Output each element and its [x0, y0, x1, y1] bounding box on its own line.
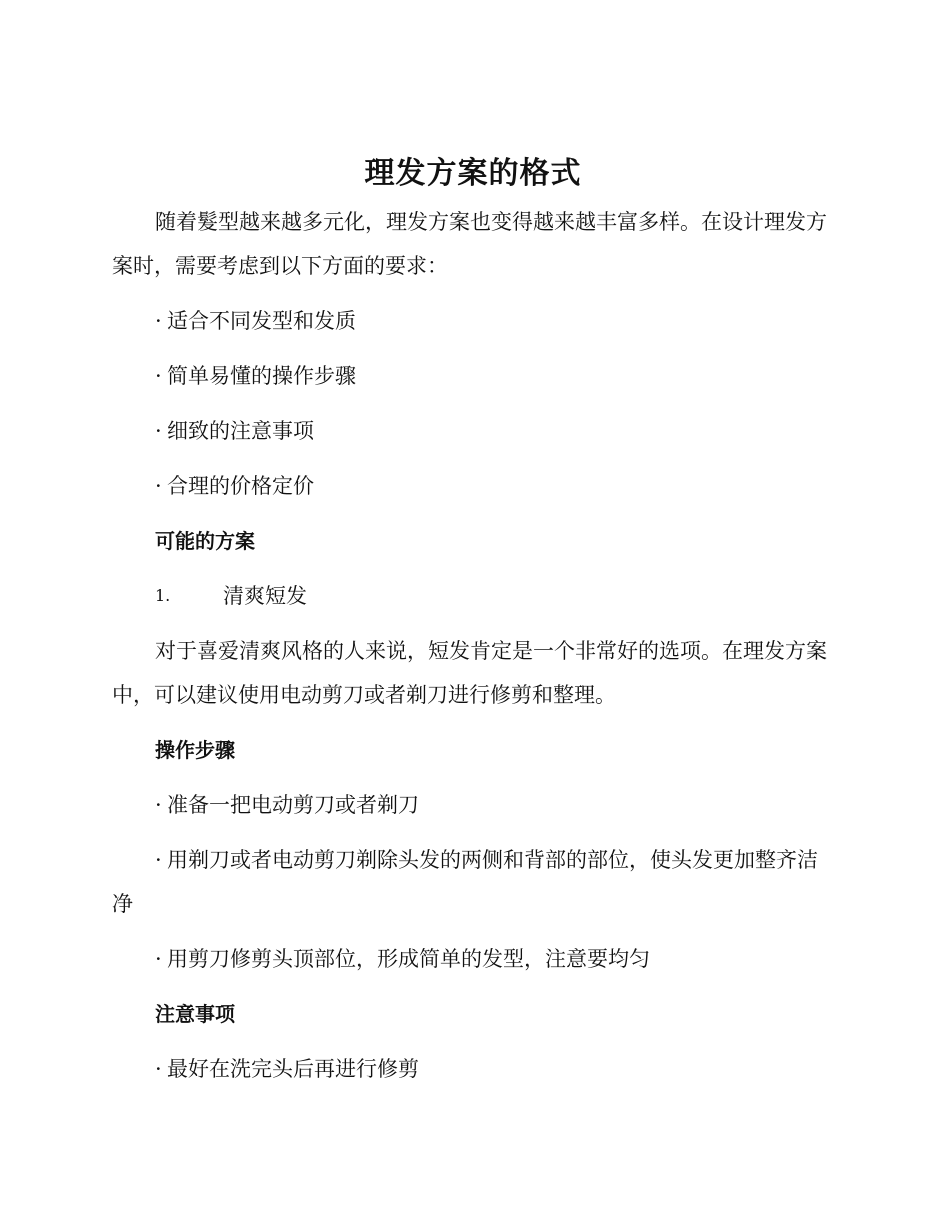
plans-heading: 可能的方案	[155, 529, 255, 553]
spacer	[112, 453, 834, 464]
step-text: 用剪刀修剪头顶部位，形成简单的发型，注意要均匀	[167, 947, 650, 971]
step-item	[112, 783, 834, 827]
spacer	[112, 288, 834, 299]
step-item	[112, 838, 834, 926]
requirement-text: 细致的注意事项	[167, 419, 314, 443]
step-text: 用剃刀或者电动剪刀剃除头发的两侧和背部的部位，使头发更加整齐洁净	[112, 848, 818, 916]
spacer	[112, 563, 834, 574]
spacer	[112, 827, 834, 838]
spacer	[112, 926, 834, 937]
bullet-icon: ·	[155, 309, 162, 333]
bullet-icon: ·	[155, 793, 162, 817]
spacer	[112, 618, 834, 629]
spacer	[112, 981, 834, 992]
requirement-item	[112, 464, 834, 508]
requirement-item	[112, 354, 834, 398]
bullet-icon: ·	[155, 419, 162, 443]
spacer	[112, 343, 834, 354]
step-item	[112, 937, 834, 981]
spacer	[112, 398, 834, 409]
plan-description: 对于喜爱清爽风格的人来说，短发肯定是一个非常好的选项。在理发方案中，可以建议使用电动剪刀或者剃刀进行修剪和整理。	[112, 639, 827, 707]
spacer	[112, 1036, 834, 1047]
requirement-text: 适合不同发型和发质	[167, 309, 356, 333]
spacer	[112, 772, 834, 783]
bullet-icon: ·	[155, 947, 162, 971]
note-text: 最好在洗完头后再进行修剪	[167, 1057, 419, 1081]
plan-list-item	[112, 574, 834, 618]
note-item	[112, 1047, 834, 1091]
bullet-icon: ·	[155, 364, 162, 388]
requirement-item	[112, 409, 834, 453]
document-page	[112, 150, 834, 1091]
plan-number: 1.	[155, 586, 171, 605]
notes-heading: 注意事项	[155, 1002, 235, 1026]
requirement-item	[112, 299, 834, 343]
bullet-icon: ·	[155, 1057, 162, 1081]
step-text: 准备一把电动剪刀或者剃刀	[167, 793, 419, 817]
requirement-text: 简单易懂的操作步骤	[167, 364, 356, 388]
page-title: 理发方案的格式	[364, 156, 582, 191]
bullet-icon: ·	[155, 474, 162, 498]
spacer	[112, 508, 834, 519]
intro-paragraph: 随着髮型越来越多元化，理发方案也变得越来越丰富多样。在设计理发方案时，需要考虑到以下方面的要求：	[112, 210, 827, 278]
bullet-icon: ·	[155, 848, 162, 872]
requirement-text: 合理的价格定价	[167, 474, 314, 498]
spacer	[112, 717, 834, 728]
plan-title: 清爽短发	[223, 584, 307, 608]
steps-heading: 操作步骤	[155, 738, 235, 762]
